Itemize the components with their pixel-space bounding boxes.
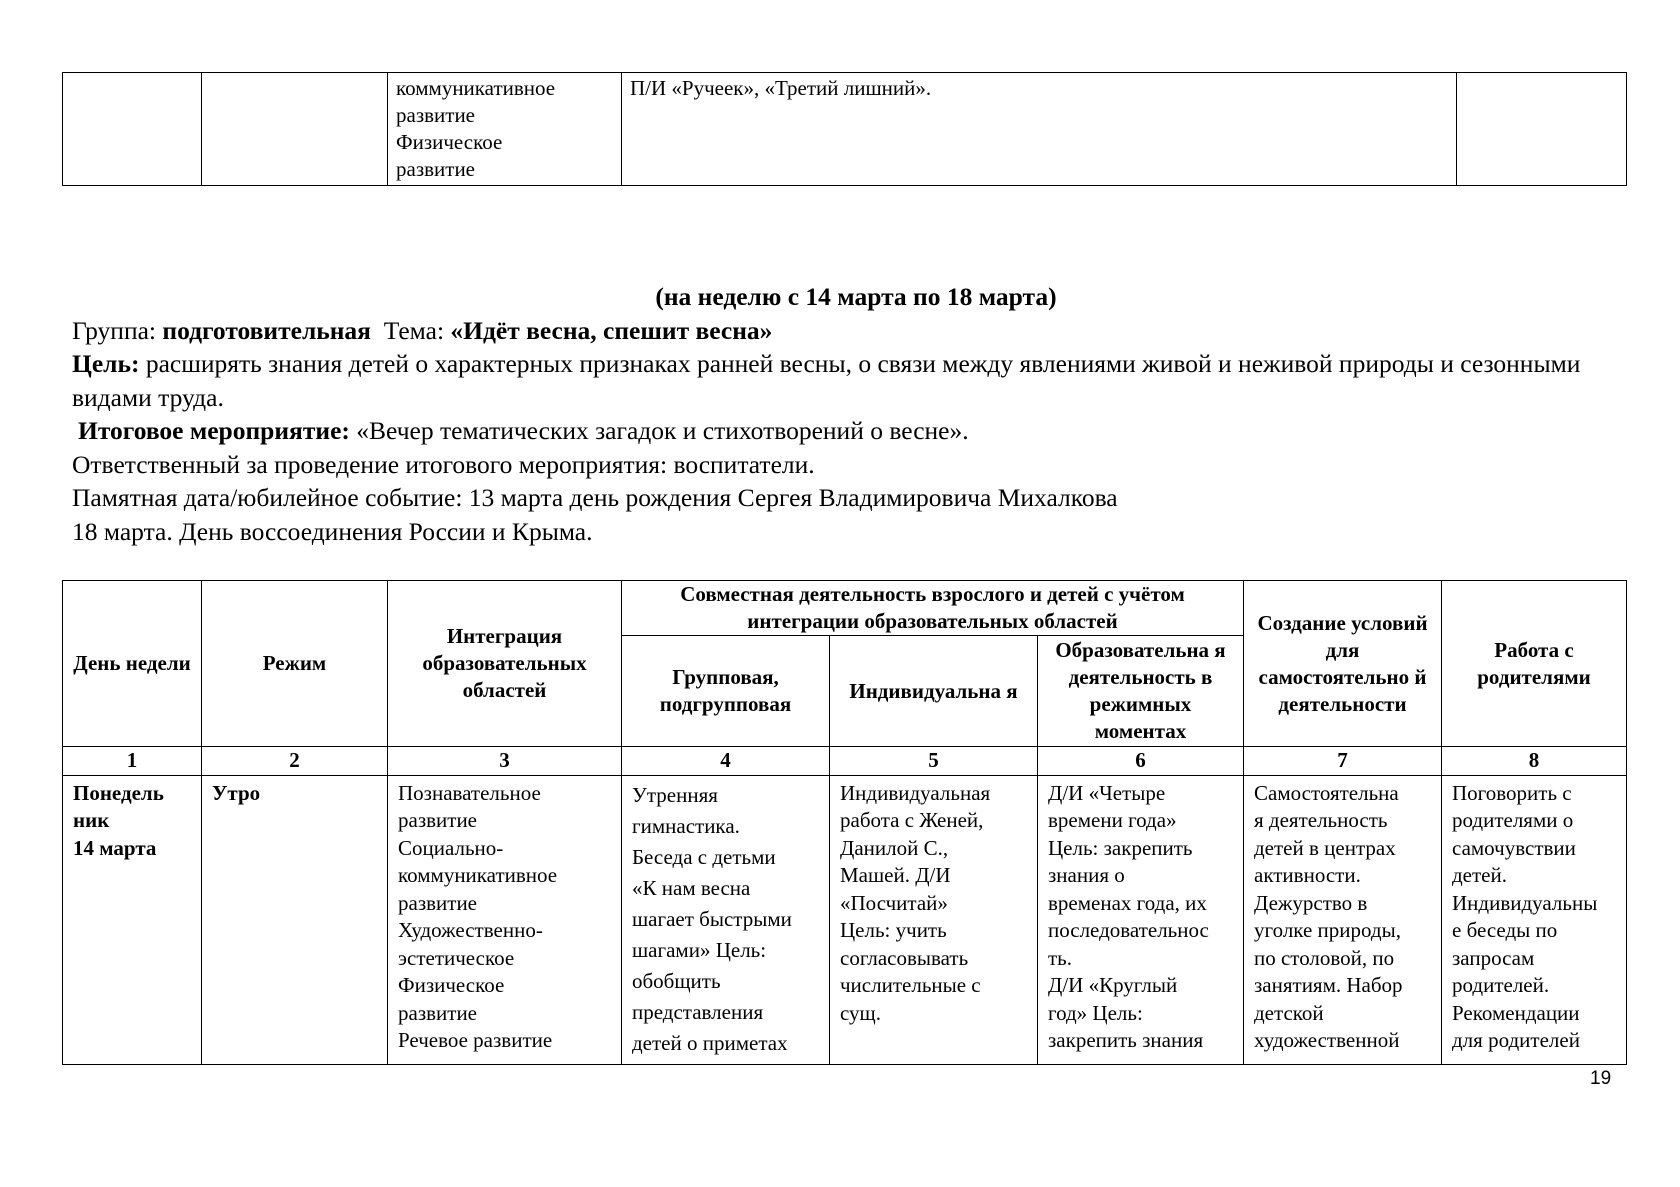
individual-activity-cell xyxy=(830,775,1038,1064)
column-number: 3 xyxy=(388,747,622,776)
theme-value: «Идёт весна, спешит весна» xyxy=(450,315,773,345)
table-cell xyxy=(202,73,388,186)
group-value: подготовительная xyxy=(162,315,371,345)
educational-line: времени года» xyxy=(1048,808,1177,832)
educational-line: последовательнос xyxy=(1048,918,1209,942)
table-row xyxy=(63,775,1627,1064)
areas-cell xyxy=(388,73,622,186)
parents-line: запросам xyxy=(1452,945,1535,970)
individual-line: согласовывать xyxy=(840,945,969,970)
table-cell xyxy=(1457,73,1627,186)
educational-line: Д/И «Круглый xyxy=(1048,973,1178,997)
group-activity-line: детей о приметах xyxy=(632,1030,788,1055)
parents-line: е беседы по xyxy=(1452,918,1558,942)
header-integration: Интеграция образовательных областей xyxy=(388,581,622,747)
day-line: ник xyxy=(73,808,110,832)
day-cell xyxy=(63,775,202,1064)
educational-line: ть. xyxy=(1048,945,1073,970)
educational-line: знания о xyxy=(1048,863,1125,887)
theme-label: Тема: xyxy=(383,315,451,345)
day-line: Понедель xyxy=(73,780,164,805)
final-event-text: «Вечер тематических загадок и стихотворений о весне». xyxy=(349,416,969,445)
conditions-line: активности. xyxy=(1254,863,1361,887)
integration-line: развитие xyxy=(398,808,478,832)
conditions-line: я деятельность xyxy=(1254,808,1388,832)
table-cell xyxy=(63,73,202,186)
goal-line xyxy=(72,347,1632,414)
responsible-line: Ответственный за проведение итогового мероприятия: воспитатели. xyxy=(72,449,815,479)
table-row xyxy=(63,73,1627,186)
conditions-line: Дежурство в xyxy=(1254,890,1368,915)
parents-line: самочувствии xyxy=(1452,835,1576,860)
final-event-line xyxy=(72,414,1632,448)
conditions-cell xyxy=(1244,775,1442,1064)
column-number: 2 xyxy=(202,747,388,776)
conditions-line: художественной xyxy=(1254,1028,1400,1052)
column-number: 5 xyxy=(830,747,1038,776)
conditions-line: детской xyxy=(1254,1000,1324,1025)
educational-line: временах года, их xyxy=(1048,890,1207,915)
integration-cell xyxy=(388,775,622,1064)
conditions-line: детей в центрах xyxy=(1254,835,1396,860)
group-activity-line: шагает быстрыми xyxy=(632,906,792,931)
plan-heading xyxy=(72,280,1632,548)
integration-line: развитие xyxy=(398,890,478,915)
conditions-line: занятиям. Набор xyxy=(1254,973,1403,997)
group-label: Группа: xyxy=(72,315,163,345)
goal-text: расширять знания детей о характерных признаках ранней весны, о связи между явлениями живой и неживой природы и сезонными видами труда. xyxy=(72,349,1581,412)
integration-line: Социально- xyxy=(398,835,504,860)
group-activity-line: шагами» Цель: xyxy=(632,937,767,962)
conditions-line: Самостоятельна xyxy=(1254,780,1399,805)
integration-line: развитие xyxy=(398,1000,478,1025)
conditions-line: уголке природы, xyxy=(1254,918,1401,942)
header-row xyxy=(63,581,1627,636)
final-event-label: Итоговое мероприятие: xyxy=(78,416,350,445)
header-educational: Образовательна я деятельность в режимных моментах xyxy=(1038,636,1244,747)
integration-line: эстетическое xyxy=(398,945,515,970)
educational-activity-cell xyxy=(1038,775,1244,1064)
area-line: развитие xyxy=(396,157,476,181)
individual-line: Цель: учить xyxy=(840,918,947,942)
column-numbers-row xyxy=(63,747,1627,776)
individual-line: Машей. Д/И xyxy=(840,863,951,887)
parents-line: родителей. xyxy=(1452,973,1550,997)
weekly-plan-table xyxy=(62,580,1627,1065)
individual-line: работа с Женей, xyxy=(840,808,984,832)
educational-line: год» Цель: xyxy=(1048,1000,1143,1025)
group-theme-line xyxy=(72,314,1632,348)
memorable-date-line: Памятная дата/юбилейное событие: 13 марта день рождения Сергея Владимировича Михалкова xyxy=(72,483,1118,512)
day-line: 14 марта xyxy=(73,835,157,860)
parents-line: Индивидуальны xyxy=(1452,890,1598,915)
integration-line: коммуникативное xyxy=(398,863,558,887)
individual-line: Индивидуальная xyxy=(840,780,991,805)
goal-label: Цель: xyxy=(72,349,140,378)
group-activity-line: «К нам весна xyxy=(632,875,751,900)
week-title: (на неделю с 14 марта по 18 марта) xyxy=(655,282,1057,311)
area-line: развитие xyxy=(396,103,476,127)
individual-line: числительные с xyxy=(840,973,981,997)
group-activity-line: гимнастика. xyxy=(632,813,740,838)
header-group: Групповая, подгрупповая xyxy=(622,636,830,747)
group-activity-line: обобщить xyxy=(632,968,721,993)
integration-line: Речевое развитие xyxy=(398,1028,553,1052)
group-activity-line: Беседа с детьми xyxy=(632,844,776,869)
previous-table-fragment xyxy=(62,72,1627,186)
header-mode: Режим xyxy=(202,581,388,747)
column-number: 6 xyxy=(1038,747,1244,776)
parents-line: Поговорить с xyxy=(1452,780,1572,805)
educational-line: Д/И «Четыре xyxy=(1048,780,1166,805)
header-joint-activity: Совместная деятельность взрослого и детей с учётом интеграции образовательных областей xyxy=(622,581,1244,636)
educational-line: закрепить знания xyxy=(1048,1028,1204,1052)
header-individual: Индивидуальна я xyxy=(830,636,1038,747)
mode-cell: Утро xyxy=(202,775,388,1064)
parents-line: родителями о xyxy=(1452,808,1574,832)
parents-line: для родителей xyxy=(1452,1028,1580,1052)
integration-line: Познавательное xyxy=(398,780,541,805)
header-parents: Работа с родителями xyxy=(1442,581,1627,747)
header-conditions: Создание условий для самостоятельно й деятельности xyxy=(1244,581,1442,747)
individual-line: «Посчитай» xyxy=(840,890,948,915)
column-number: 8 xyxy=(1442,747,1627,776)
individual-line: Данилой С., xyxy=(840,835,949,860)
area-line: коммуникативное xyxy=(396,76,556,100)
area-line: Физическое xyxy=(396,130,503,154)
integration-line: Физическое xyxy=(398,973,505,997)
group-activity-line: представления xyxy=(632,999,764,1024)
group-activity-cell xyxy=(622,775,830,1064)
parents-cell xyxy=(1442,775,1627,1064)
page-number: 19 xyxy=(1590,1068,1612,1089)
conditions-line: по столовой, по xyxy=(1254,945,1395,970)
column-number: 4 xyxy=(622,747,830,776)
integration-line: Художественно- xyxy=(398,918,543,942)
crimea-day-line: 18 марта. День воссоединения России и Крыма. xyxy=(72,516,593,546)
header-day: День недели xyxy=(63,581,202,747)
individual-line: сущ. xyxy=(840,1000,881,1025)
parents-line: Рекомендации xyxy=(1452,1000,1580,1025)
group-activity-line: Утренняя xyxy=(632,782,718,807)
activity-cell: П/И «Ручеек», «Третий лишний». xyxy=(622,73,1457,186)
parents-line: детей. xyxy=(1452,863,1507,887)
column-number: 1 xyxy=(63,747,202,776)
educational-line: Цель: закрепить xyxy=(1048,835,1193,860)
column-number: 7 xyxy=(1244,747,1442,776)
